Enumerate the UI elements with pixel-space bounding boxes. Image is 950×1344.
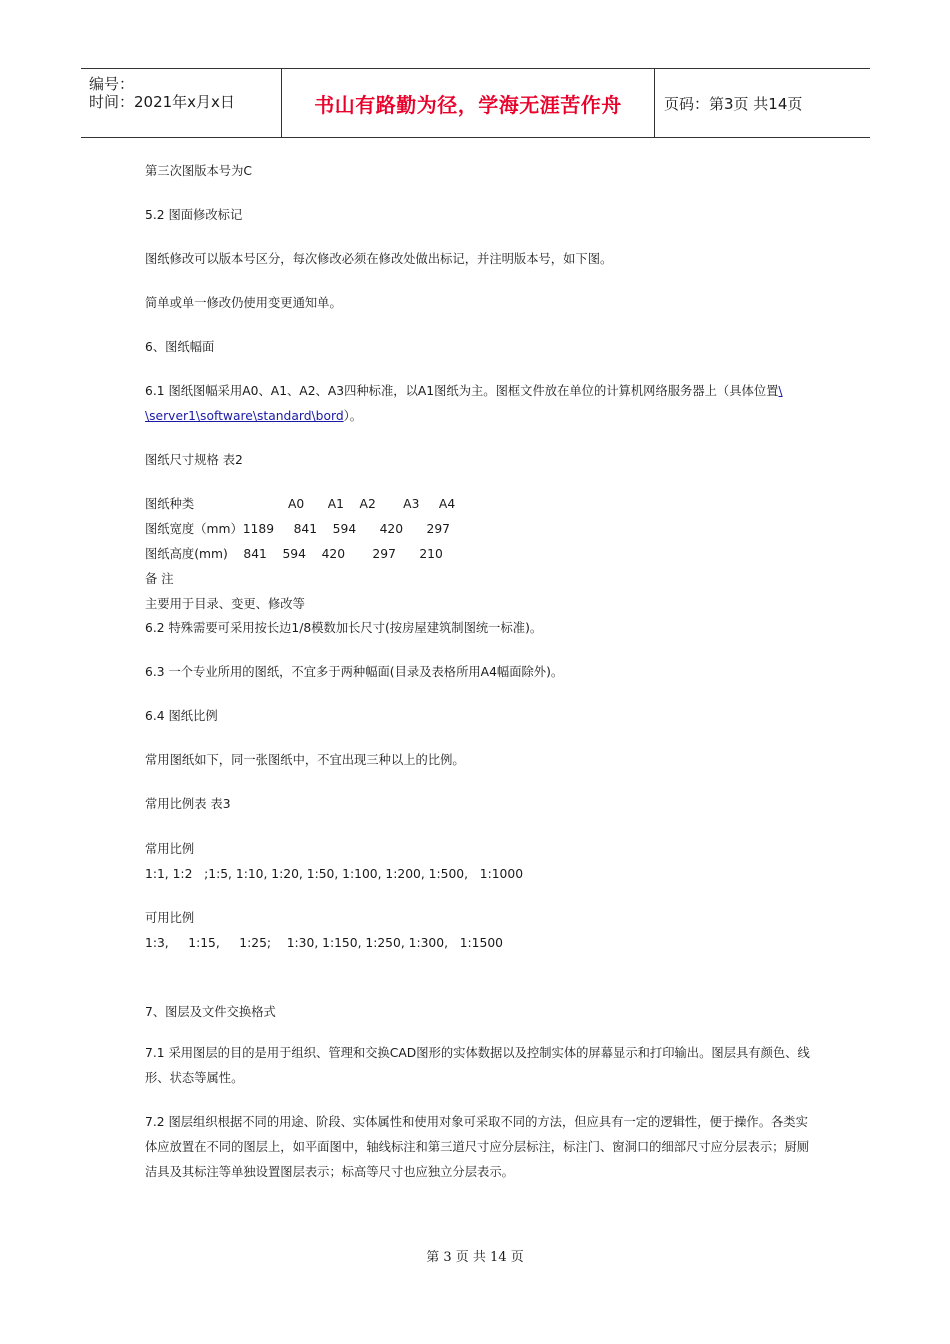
header-page-cell: [654, 69, 870, 137]
text-line: 常用图纸如下，同一张图纸中，不宜出现三种以上的比例。: [145, 753, 465, 767]
table-row: 备 注: [145, 572, 174, 586]
server-path-link-start[interactable]: \: [778, 384, 783, 398]
text-line: 可用比例: [145, 911, 195, 925]
section-heading: 7、图层及文件交换格式: [145, 1005, 276, 1019]
page-footer: 第 3 页 共 14 页: [426, 1250, 524, 1265]
section-heading: 6.4 图纸比例: [145, 709, 218, 723]
document-number-label: 编号：: [89, 75, 135, 93]
text-line: 图纸修改可以版本号区分，每次修改必须在修改处做出标记，并注明版本号，如下图。: [145, 252, 613, 266]
text-line: [145, 382, 783, 400]
header-motto-cell: [281, 69, 655, 137]
text-line: 1:3, 1:15, 1:25; 1:30, 1:150, 1:250, 1:300, 1:1500: [145, 936, 503, 950]
header-motto: 书山有路勤为径，学海无涯苦作舟: [314, 92, 622, 117]
table-row: 图纸高度(mm) 841 594 420 297 210: [145, 547, 443, 561]
document-time-label: 时间：2021年x月x日: [89, 93, 235, 111]
table-row: 主要用于目录、变更、修改等: [145, 597, 305, 611]
page-header: [81, 68, 870, 138]
header-left-cell: [81, 69, 281, 137]
section-heading: 6、图纸幅面: [145, 340, 215, 354]
text-line: [145, 407, 362, 425]
text-line: 1:1, 1:2 ;1:5, 1:10, 1:20, 1:50, 1:100, 1:200, 1:500, 1:1000: [145, 867, 524, 881]
text-line: 简单或单一修改仍使用变更通知单。: [145, 296, 342, 310]
table-caption: 图纸尺寸规格 表2: [145, 453, 243, 467]
section-heading: 5.2 图面修改标记: [145, 208, 243, 222]
text-line: 常用比例: [145, 842, 195, 856]
text-span: ）。: [343, 409, 363, 423]
paragraph: 7.1 采用图层的目的是用于组织、管理和交换CAD图形的实体数据以及控制实体的屏幕显示和打印输出。图层具有颜色、线形、状态等属性。: [145, 1046, 810, 1085]
table-row: 图纸种类 A0 A1 A2 A3 A4: [145, 497, 456, 511]
text-line: 6.2 特殊需要可采用按长边1/8模数加长尺寸(按房屋建筑制图统一标准)。: [145, 621, 543, 635]
table-caption: 常用比例表 表3: [145, 797, 231, 811]
text-line: 6.3 一个专业所用的图纸，不宜多于两种幅面(目录及表格所用A4幅面除外)。: [145, 665, 564, 679]
text-line: 第三次图版本号为C: [145, 164, 252, 178]
server-path-link[interactable]: \server1\software\standard\bord: [145, 409, 344, 423]
table-row: 图纸宽度（mm）1189 841 594 420 297: [145, 522, 451, 536]
paragraph: 7.2 图层组织根据不同的用途、阶段、实体属性和使用对象可采取不同的方法，但应具有一定的逻辑性，便于操作。各类实体应放置在不同的图层上，如平面图中，轴线标注和第三道尺寸应分层标注，标注门、窗洞口的细部尺寸应分层表示；厨厕洁具及其标注等单独设置图层表示；标高等尺寸也应独立分层表示。: [145, 1115, 810, 1179]
text-span: 6.1 图纸图幅采用A0、A1、A2、A3四种标准，以A1图纸为主。图框文件放在单位的计算机网络服务器上（具体位置: [145, 384, 779, 398]
header-page-info: 页码：第3页 共14页: [664, 94, 803, 113]
